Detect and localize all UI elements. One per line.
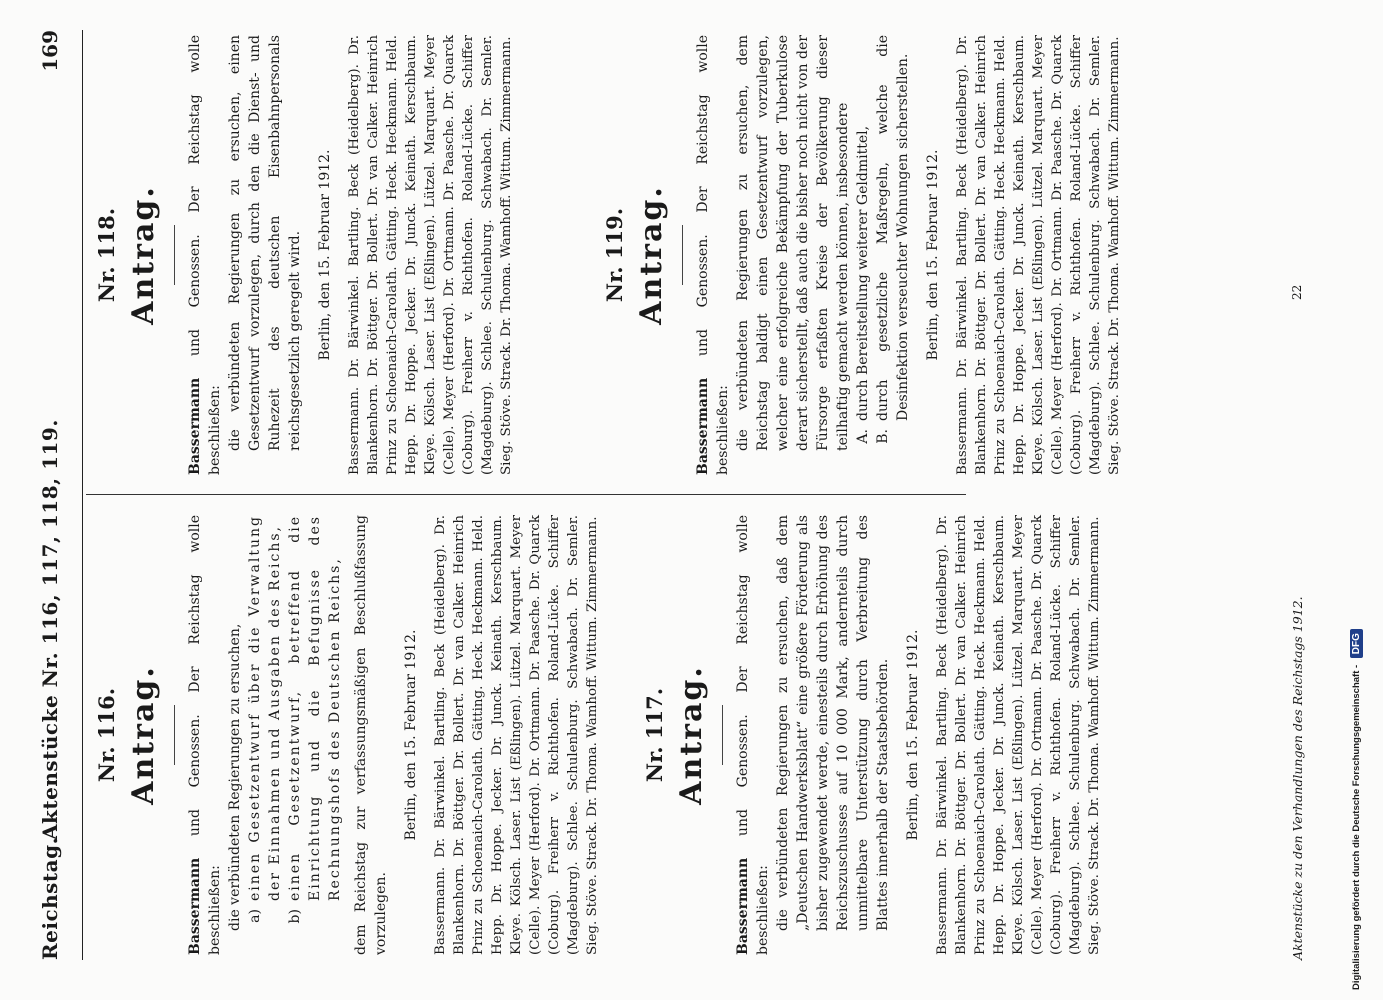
item-label: A.	[855, 429, 871, 444]
document-117	[640, 515, 1104, 955]
credit-text: Digitalisierung gefördert durch die Deutsche Forschungsgemeinschaft -	[1351, 664, 1362, 990]
page-number: 169	[38, 30, 62, 72]
separator	[682, 225, 683, 285]
document-116	[92, 515, 602, 955]
body-text: die verbündeten Regierungen zu ersuchen, dem Reichstag baldigt einen Gesetzentwurf vorzulegen, welcher eine erfolgreiche Bekämpfung der Tuberkulose derart sicherstellt, daß auch die bisher noch nicht von der Fürsorge erfaßten Kreise der Bevölkerung dieser teilhaftig gemacht werden können, insbesondere	[735, 35, 851, 451]
intro-text: die verbündeten Regierungen zu ersuchen,	[227, 623, 243, 931]
running-head	[38, 30, 78, 960]
date-line: Berlin, den 15. Februar 1912.	[905, 629, 921, 841]
column-divider	[86, 494, 966, 495]
footer-text: Aktenstücke zu den Verhandlungen des Reichstags 1912.	[1290, 596, 1305, 960]
lead-paragraph	[733, 515, 773, 955]
list-item-b	[285, 515, 345, 955]
lead-name: Bassermann	[695, 377, 711, 475]
document-title: Antrag.	[126, 185, 161, 325]
signatures: Bassermann. Dr. Bärwinkel. Bartling. Beck (Heidelberg). Dr. Blankenhorn. Dr. Böttger. Dr. Bollert. Dr. van Calker. Heinrich Prinz zu Schoenaich-Carolath. Gätting. Heck. Heckmann. Held. Hepp. Dr. Hoppe. Jecker. Dr. Junck. Keinath. Kerschbaum. Kleye. Kölsch. Laser. List (Eßlingen). Lützel. Marquart. Meyer (Celle). Meyer (Herford). Dr. Ortmann. Dr. Paasche. Dr. Quarck (Coburg). Freiherr v. Richthofen. Roland-Lücke. Schiffer (Magdeburg). Schlee. Schulenburg. Schwabach. Dr. Semler. Sieg. Stöve. Strack. Dr. Thoma. Wamhoff. Wittum. Zimmermann.	[955, 35, 1122, 475]
header-rule	[82, 30, 83, 960]
closing-text: dem Reichstag zur verfassungsmäßigen Beschlußfassung vorzulegen.	[353, 515, 389, 955]
lead-rest: und Genossen. Der Reichstag wolle beschließen:	[735, 515, 771, 955]
date-line: Berlin, den 15. Februar 1912.	[403, 629, 419, 841]
signatures: Bassermann. Dr. Bärwinkel. Bartling. Beck (Heidelberg). Dr. Blankenhorn. Dr. Böttger. Dr. Bollert. Dr. van Calker. Heinrich Prinz zu Schoenaich-Carolath. Gätting. Heck. Heckmann. Held. Hepp. Dr. Hoppe. Jecker. Dr. Junck. Keinath. Kerschbaum. Kleye. Kölsch. Laser. List (Eßlingen). Lützel. Marquart. Meyer (Celle). Meyer (Herford). Dr. Ortmann. Dr. Paasche. Dr. Quarck (Coburg). Freiherr v. Richthofen. Roland-Lücke. Schiffer (Magdeburg). Schlee. Schulenburg. Schwabach. Dr. Semler. Sieg. Stöve. Strack. Dr. Thoma. Wamhoff. Wittum. Zimmermann.	[433, 515, 600, 955]
separator	[174, 225, 175, 285]
lead-rest: und Genossen. Der Reichstag wolle beschließen:	[187, 35, 223, 475]
separator	[174, 705, 175, 765]
document-number: Nr. 117.	[642, 687, 667, 783]
item-label: a)	[247, 909, 263, 923]
item-label: B.	[875, 429, 891, 444]
body-text: die verbündeten Regierungen zu ersuchen, einen Gesetzentwurf vorzulegen, durch den die Dienst- und Ruhezeit des deutschen Eisenbahnpersonals reichsgesetzlich geregelt wird.	[227, 35, 303, 451]
document-title: Antrag.	[634, 185, 669, 325]
date-line: Berlin, den 15. Februar 1912.	[925, 149, 941, 361]
dfg-logo: DFG	[1350, 629, 1363, 658]
list-item-a	[245, 515, 285, 955]
document-119	[600, 35, 1124, 475]
item-text: einen Gesetzentwurf über die Verwaltung der Einnahmen und Ausgaben des Reichs,	[247, 515, 283, 901]
item-text: durch gesetzliche Maßregeln, welche die Desinfektion verseuchter Wohnungen sicherstellen.	[875, 35, 911, 421]
lead-paragraph	[185, 515, 225, 955]
document-118	[92, 35, 516, 475]
body-text: die verbündeten Regierungen zu ersuchen, daß dem „Deutschen Handwerksblatt“ eine größere Förderung als bisher zugewendet werde, einesteils durch Erhöhung des Reichszuschusses auf 10 000 Mark, andernteils durch unmittelbare Unterstützung durch Verbreitung des Blattes innerhalb der Staatsbehörden.	[775, 515, 891, 931]
signature-mark: 22	[1290, 284, 1304, 300]
lead-name: Bassermann	[187, 377, 203, 475]
lead-name: Bassermann	[735, 857, 751, 955]
document-number: Nr. 119.	[602, 207, 627, 303]
list-item-a	[853, 35, 873, 475]
document-number: Nr. 118.	[94, 207, 119, 303]
header-left: Reichstag.	[38, 836, 62, 960]
digitization-credit	[1350, 10, 1374, 990]
lead-rest: und Genossen. Der Reichstag wolle beschließen:	[187, 515, 223, 955]
document-title: Antrag.	[126, 665, 161, 805]
document-number: Nr. 116.	[94, 687, 119, 783]
item-text: einen Gesetzentwurf, betreffend die Einrichtung und die Befugnisse des Rechnungshofs des Deutschen Reichs,	[287, 515, 343, 901]
list-item-b	[873, 35, 913, 475]
item-text: durch Bereitstellung weiterer Geldmittel,	[855, 125, 871, 421]
signatures: Bassermann. Dr. Bärwinkel. Bartling. Beck (Heidelberg). Dr. Blankenhorn. Dr. Böttger. Dr. Bollert. Dr. van Calker. Heinrich Prinz zu Schoenaich-Carolath. Gätting. Heck. Heckmann. Held. Hepp. Dr. Hoppe. Jecker. Dr. Junck. Keinath. Kerschbaum. Kleye. Kölsch. Laser. List (Eßlingen). Lützel. Marquart. Meyer (Celle). Meyer (Herford). Dr. Ortmann. Dr. Paasche. Dr. Quarck (Coburg). Freiherr v. Richthofen. Roland-Lücke. Schiffer (Magdeburg). Schlee. Schulenburg. Schwabach. Dr. Semler. Sieg. Stöve. Strack. Dr. Thoma. Wamhoff. Wittum. Zimmermann.	[935, 515, 1102, 955]
lead-name: Bassermann	[187, 857, 203, 955]
lead-rest: und Genossen. Der Reichstag wolle beschließen:	[695, 35, 731, 475]
separator	[722, 705, 723, 765]
signatures: Bassermann. Dr. Bärwinkel. Bartling. Beck (Heidelberg). Dr. Blankenhorn. Dr. Böttger. Dr. Bollert. Dr. van Calker. Heinrich Prinz zu Schoenaich-Carolath. Gätting. Heck. Heckmann. Held. Hepp. Dr. Hoppe. Jecker. Dr. Junck. Keinath. Kerschbaum. Kleye. Kölsch. Laser. List (Eßlingen). Lützel. Marquart. Meyer (Celle). Meyer (Herford). Dr. Ortmann. Dr. Paasche. Dr. Quarck (Coburg). Freiherr v. Richthofen. Roland-Lücke. Schiffer (Magdeburg). Schlee. Schulenburg. Schwabach. Dr. Semler. Sieg. Stöve. Strack. Dr. Thoma. Wamhoff. Wittum. Zimmermann.	[347, 35, 514, 475]
date-line: Berlin, den 15. Februar 1912.	[317, 149, 333, 361]
lead-paragraph	[693, 35, 733, 475]
header-center: Aktenstücke Nr. 116, 117, 118, 119.	[38, 419, 62, 840]
document-title: Antrag.	[674, 665, 709, 805]
item-label: b)	[287, 909, 303, 924]
lead-paragraph	[185, 35, 225, 475]
